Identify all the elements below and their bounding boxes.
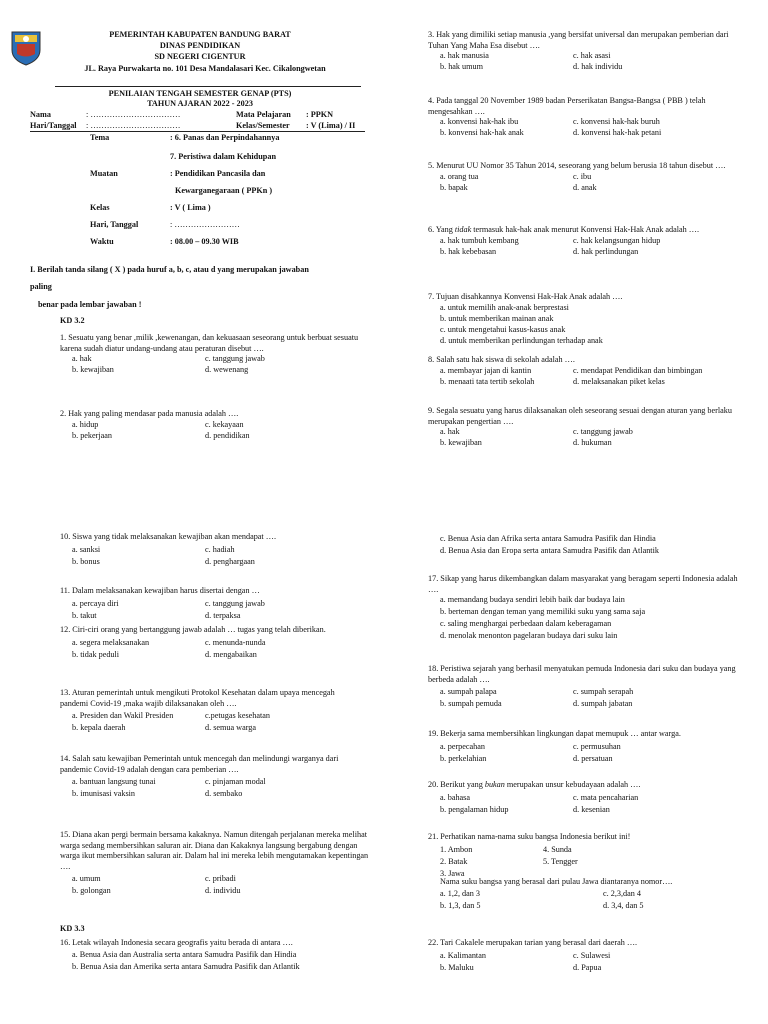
question-subtext: Nama suku bangsa yang berasal dari pulau Jawa diantaranya nomor….: [440, 876, 673, 886]
question-stem: 10. Siswa yang tidak melaksanakan kewajiban akan mendapat ….: [60, 532, 276, 541]
question-20: [428, 780, 738, 813]
question-stem: 17. Sikap yang harus dikembangkan dalam masyarakat yang beragam seperti Indonesia adalah ….: [428, 574, 738, 594]
option-b[interactable]: b. pengalaman hidup: [440, 804, 509, 814]
option-a[interactable]: a. percaya diri: [72, 598, 119, 608]
option-c[interactable]: c. kekayaan: [205, 419, 244, 429]
option-c[interactable]: c. untuk mengetahui kasus-kasus anak: [440, 324, 566, 334]
option-c[interactable]: c. hadiah: [205, 544, 235, 554]
option-a[interactable]: a. perpecahan: [440, 741, 485, 751]
option-d[interactable]: d. mengabaikan: [205, 649, 257, 659]
option-a[interactable]: a. sanksi: [72, 544, 101, 554]
question-stem: 18. Peristiwa sejarah yang berhasil menyatukan pemuda Indonesia dari suku dan budaya yang berbeda adalah ….: [428, 664, 736, 684]
option-c[interactable]: c. Sulawesi: [573, 950, 611, 960]
option-d[interactable]: d. konvensi hak-hak petani: [573, 128, 662, 137]
option-b[interactable]: b. bapak: [440, 182, 468, 192]
option-a[interactable]: a. orang tua: [440, 171, 479, 181]
option-a[interactable]: a. Kalimantan: [440, 950, 486, 960]
question-18: [428, 664, 738, 707]
kd-heading: KD 3.2: [60, 316, 85, 325]
option-d[interactable]: d. anak: [573, 182, 597, 192]
list-item: 5. Tengger: [543, 856, 578, 866]
question-19: [428, 729, 738, 762]
option-a[interactable]: a. hak manusia: [440, 51, 489, 60]
option-c[interactable]: c. saling menghargai perbedaan dalam keberagaman: [440, 619, 612, 628]
mapel-value: : PPKN: [306, 110, 334, 119]
option-b[interactable]: b. perkelahian: [440, 753, 487, 763]
option-b[interactable]: b. kepala daerah: [72, 723, 126, 732]
option-b[interactable]: b. kewajiban: [440, 438, 482, 447]
option-a[interactable]: a. sumpah palapa: [440, 687, 497, 696]
option-b[interactable]: b. pekerjaan: [72, 430, 113, 440]
question-22: [428, 938, 738, 971]
info-label: Waktu: [90, 237, 114, 246]
question-stem: 3. Hak yang dimiliki setiap manusia ,yang bersifat universal dan merupakan pemberian dari Tuhan Yang Maha Esa disebut ….: [428, 30, 729, 50]
option-a[interactable]: a. untuk memilih anak-anak berprestasi: [440, 302, 569, 312]
option-c[interactable]: c. Benua Asia dan Afrika serta antara Samudra Pasifik dan Hindia: [440, 534, 656, 543]
option-c[interactable]: c. pribadi: [205, 874, 236, 883]
option-c[interactable]: c.petugas kesehatan: [205, 711, 271, 720]
question-stem: 4. Pada tanggal 20 November 1989 badan Perserikatan Bangsa-Bangsa ( PBB ) telah mengesahkan ….: [428, 96, 706, 116]
hari-label: Hari/Tanggal: [30, 121, 77, 130]
kelas-label: Kelas/Semester: [236, 121, 290, 130]
header-address: JL. Raya Purwakarta no. 101 Desa Mandalasari Kec. Cikalongwetan: [84, 64, 326, 73]
option-a[interactable]: a. 1,2, dan 3: [440, 889, 481, 898]
list-item: 1. Ambon: [440, 844, 473, 854]
question-8: [428, 355, 738, 388]
option-d[interactable]: d. hak perlindungan: [573, 246, 639, 256]
option-d[interactable]: d. persatuan: [573, 753, 613, 763]
option-c[interactable]: c. mendapat Pendidikan dan bimbingan: [573, 365, 703, 375]
option-a[interactable]: a. membayar jajan di kantin: [440, 365, 532, 375]
question-15: [60, 830, 370, 894]
question-5: [428, 161, 738, 194]
instruction-line3: benar pada lembar jawaban !: [38, 300, 142, 309]
question-6: [428, 225, 738, 258]
question-stem: 12. Ciri-ciri orang yang bertanggung jawab adalah … tugas yang telah diberikan.: [60, 625, 326, 634]
option-a[interactable]: a. konvensi hak-hak ibu: [440, 117, 519, 126]
question-stem: 1. Sesuatu yang benar ,milik ,kewenangan, dan kekuasaan seseorang untuk berbuat sesuatu karena sudah diatur undang-undang atau peraturan disebut ….: [60, 333, 359, 353]
header-rule: [55, 86, 361, 87]
info-value: Kewarganegaraan ( PPKn ): [175, 186, 273, 195]
option-b[interactable]: b. menaati tata tertib sekolah: [440, 376, 535, 386]
instruction-line2: paling: [30, 282, 52, 291]
option-c[interactable]: c. hak kelangsungan hidup: [573, 235, 661, 245]
question-11: [60, 586, 380, 619]
option-c[interactable]: c. mata pencaharian: [573, 792, 639, 802]
option-b[interactable]: b. Maluku: [440, 962, 474, 972]
question-10: [60, 532, 380, 565]
option-d[interactable]: d. individu: [205, 886, 241, 895]
info-value: 7. Peristiwa dalam Kehidupan: [170, 152, 276, 161]
stem-text: termasuk hak-hak anak menurut Konvensi Hak-Hak Anak adalah ….: [471, 225, 700, 234]
question-3: [428, 30, 738, 73]
question-stem: 16. Letak wilayah Indonesia secara geografis yaitu berada di antara ….: [60, 938, 293, 947]
instruction-line1: I. Berilah tanda silang ( X ) pada huruf a, b, c, atau d yang merupakan jawaban: [30, 265, 309, 274]
option-d[interactable]: d. kesenian: [573, 804, 610, 814]
info-label: Muatan: [90, 169, 118, 178]
info-label: Tema: [90, 133, 110, 142]
option-a[interactable]: a. memandang budaya sendiri lebih baik dar budaya lain: [440, 595, 625, 604]
option-b[interactable]: b. konvensi hak-hak anak: [440, 128, 524, 137]
question-stem: 14. Salah satu kewajiban Pemerintah untuk mencegah dan melindungi warganya dari pandemic Covid-19 adalah dengan cara pemberian ….: [60, 754, 339, 774]
header-line3: SD NEGERI CIGENTUR: [154, 52, 246, 61]
option-b[interactable]: b. sumpah pemuda: [440, 699, 502, 708]
info-value: : V ( Lima ): [170, 203, 211, 212]
stem-emphasis: tidak: [454, 225, 472, 234]
option-a[interactable]: a. bantuan langsung tunai: [72, 777, 156, 786]
info-label: Hari, Tanggal: [90, 220, 139, 229]
option-a[interactable]: a. Presiden dan Wakil Presiden: [72, 711, 174, 720]
identity-rule: [30, 131, 365, 132]
option-a[interactable]: a. hak tumbuh kembang: [440, 235, 519, 245]
exam-title: PENILAIAN TENGAH SEMESTER GENAP (PTS): [108, 89, 292, 98]
question-stem: [428, 780, 738, 791]
option-d[interactable]: d. penghargaan: [205, 556, 255, 566]
question-stem: 5. Menurut UU Nomor 35 Tahun 2014, seseorang yang belum berusia 18 tahun disebut ….: [428, 161, 726, 170]
header-line2: DINAS PENDIDIKAN: [159, 41, 241, 50]
stem-emphasis: bukan: [484, 780, 505, 789]
list-item: 2. Batak: [440, 856, 468, 866]
option-d[interactable]: d. 3,4, dan 5: [603, 901, 644, 910]
question-2: [60, 409, 370, 442]
question-stem: 7. Tujuan disahkannya Konvensi Hak-Hak Anak adalah ….: [428, 292, 623, 301]
question-stem: 15. Diana akan pergi bermain bersama kakaknya. Namun ditengah perjalanan mereka melihat warga sedang membersihkan saluran air. Diana dan Kakaknya langsung bergabung dengan warga ikut membersihkan saluran air. Dalam hal ini mereka lebih mengutamakan kepentingan ….: [60, 830, 369, 871]
info-label: Kelas: [90, 203, 110, 212]
info-value: : 08.00 – 09.30 WIB: [170, 237, 239, 246]
question-stem: 19. Bekerja sama membersihkan lingkungan dapat memupuk … antar warga.: [428, 729, 681, 738]
option-a[interactable]: a. umum: [72, 874, 101, 883]
option-b[interactable]: b. hak kebebasan: [440, 246, 497, 256]
option-c[interactable]: c. permusuhan: [573, 741, 621, 751]
option-d[interactable]: d. sumpah jabatan: [573, 699, 633, 708]
option-b[interactable]: b. tidak peduli: [72, 649, 120, 659]
option-c[interactable]: c. tanggung jawab: [205, 598, 265, 608]
option-a[interactable]: a. hak: [72, 354, 92, 363]
nama-label: Nama: [30, 110, 51, 119]
info-value: : ……………………: [170, 220, 240, 229]
question-17: [428, 574, 738, 643]
question-13: [60, 688, 360, 731]
option-d[interactable]: d. wewenang: [205, 365, 249, 374]
option-c[interactable]: c. sumpah serapah: [573, 687, 634, 696]
option-c[interactable]: c. tanggung jawab: [573, 427, 633, 436]
option-b[interactable]: b. golongan: [72, 886, 111, 895]
question-4: [428, 96, 738, 139]
question-stem: 11. Dalam melaksanakan kewajiban harus disertai dengan …: [60, 586, 260, 595]
option-b[interactable]: b. bonus: [72, 556, 100, 566]
list-item: 4. Sunda: [543, 844, 572, 854]
option-d[interactable]: d. Benua Asia dan Eropa serta antara Samudra Pasifik dan Atlantik: [440, 546, 659, 555]
list-item: 3. Jawa: [440, 868, 465, 878]
option-d[interactable]: d. hak individu: [573, 62, 623, 71]
stem-text: 6. Yang: [428, 225, 455, 234]
question-stem: 22. Tari Cakalele merupakan tarian yang berasal dari daerah ….: [428, 938, 638, 947]
option-a[interactable]: a. bahasa: [440, 792, 471, 802]
option-b[interactable]: b. kewajiban: [72, 365, 114, 374]
mapel-label: Mata Pelajaran: [236, 110, 291, 119]
option-a[interactable]: a. hidup: [72, 419, 99, 429]
hari-value: : ……………………………: [86, 121, 181, 130]
option-b[interactable]: b. Benua Asia dan Amerika serta antara Samudra Pasifik dan Atlantik: [72, 961, 300, 971]
question-9: [428, 406, 738, 449]
question-stem: 13. Aturan pemerintah untuk mengikuti Protokol Kesehatan dalam upaya mencegah pandemi Covid-19 ,maka wajib dilaksanakan oleh ….: [60, 688, 335, 708]
question-stem: 9. Segala sesuatu yang harus dilaksanakan oleh seseorang sesuai dengan aturan yang berlaku merupakan pengertian ….: [428, 406, 732, 426]
option-d[interactable]: d. untuk memberikan perlindungan terhadap anak: [440, 335, 603, 345]
question-21: [428, 832, 748, 909]
nama-value: : ……………………………: [86, 110, 181, 119]
option-d[interactable]: d. pendidikan: [205, 430, 250, 440]
option-b[interactable]: b. takut: [72, 610, 97, 620]
option-c[interactable]: c. ibu: [573, 171, 592, 181]
question-16-continued: [428, 534, 748, 558]
question-stem: 2. Hak yang paling mendasar pada manusia adalah ….: [60, 409, 239, 418]
question-stem: 8. Salah satu hak siswa di sekolah adalah ….: [428, 355, 575, 364]
header-line1: PEMERINTAH KABUPATEN BANDUNG BARAT: [109, 30, 291, 39]
option-c[interactable]: c. menunda-nunda: [205, 637, 266, 647]
kelas-value: : V (Lima) / II: [306, 121, 356, 130]
info-value: : 6. Panas dan Perpindahannya: [170, 133, 280, 142]
stem-text: merupakan unsur kebudayaan adalah ….: [504, 780, 641, 789]
option-d[interactable]: d. hukuman: [573, 438, 612, 447]
option-c[interactable]: c. hak asasi: [573, 51, 611, 60]
option-c[interactable]: c. konvensi hak-hak buruh: [573, 117, 660, 126]
option-d[interactable]: d. semua warga: [205, 723, 257, 732]
question-14: [60, 754, 360, 797]
option-b[interactable]: b. untuk memberikan mainan anak: [440, 313, 554, 323]
option-b[interactable]: b. berteman dengan teman yang memiliki suku yang sama saja: [440, 607, 646, 616]
question-stem: 21. Perhatikan nama-nama suku bangsa Indonesia berikut ini!: [428, 832, 631, 841]
option-b[interactable]: b. 1,3, dan 5: [440, 901, 481, 910]
option-d[interactable]: d. terpaksa: [205, 610, 241, 620]
district-logo: [10, 28, 42, 66]
option-a[interactable]: a. hak: [440, 427, 460, 436]
question-7: [428, 292, 738, 347]
question-1: [60, 333, 370, 376]
question-16: [60, 938, 390, 973]
option-d[interactable]: d. menolak menonton pagelaran budaya dari suku lain: [440, 631, 618, 640]
question-12: [60, 625, 350, 658]
question-stem: [428, 225, 738, 236]
option-b[interactable]: b. imunisasi vaksin: [72, 789, 135, 798]
option-d[interactable]: d. Papua: [573, 962, 602, 972]
option-d[interactable]: d. melaksanakan piket kelas: [573, 376, 665, 386]
exam-year: TAHUN AJARAN 2022 - 2023: [147, 99, 253, 108]
option-c[interactable]: c. pinjaman modal: [205, 777, 266, 786]
option-d[interactable]: d. sembako: [205, 789, 243, 798]
kd-heading: KD 3.3: [60, 924, 85, 933]
option-c[interactable]: c. 2,3,dan 4: [603, 889, 641, 898]
stem-text: 20. Berikut yang: [428, 780, 485, 789]
option-a[interactable]: a. Benua Asia dan Australia serta antara Samudra Pasifik dan Hindia: [72, 949, 297, 959]
option-b[interactable]: b. hak umum: [440, 62, 483, 71]
info-value: : Pendidikan Pancasila dan: [170, 169, 266, 178]
option-a[interactable]: a. segera melaksanakan: [72, 637, 150, 647]
option-c[interactable]: c. tanggung jawab: [205, 354, 265, 363]
